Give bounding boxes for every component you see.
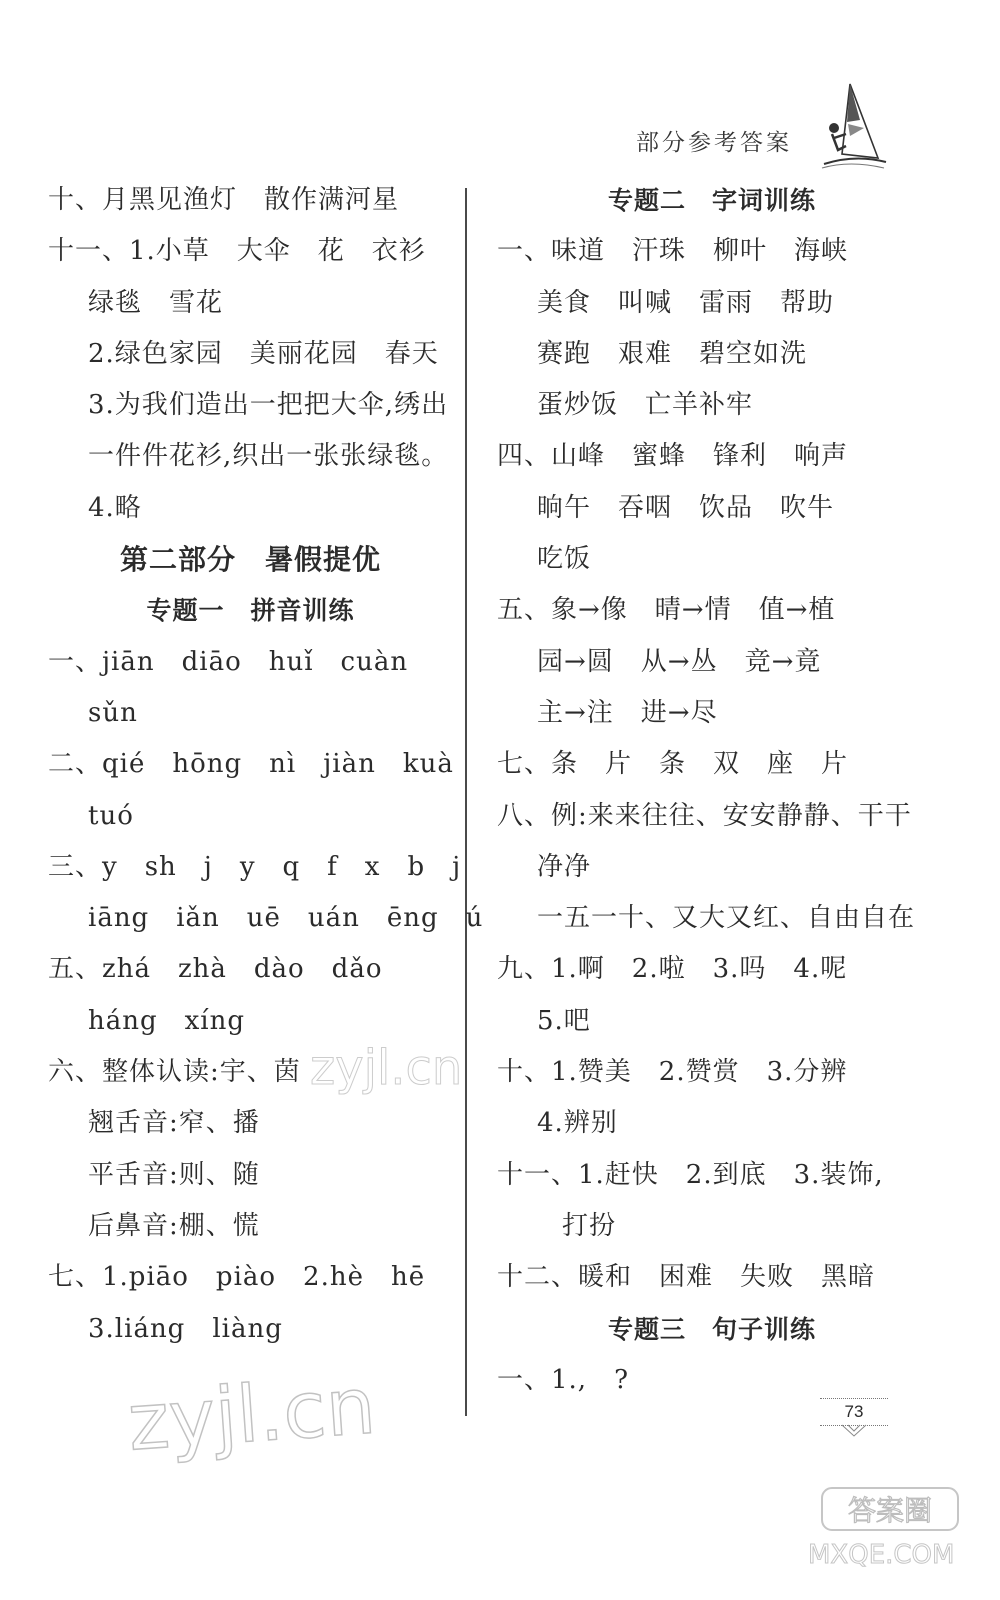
answer-line: 十一、1.赶快 2.到底 3.装饰,	[497, 1159, 884, 1190]
answer-line: 一件件花衫,织出一张张绿毯。	[88, 441, 449, 472]
answer-line: 十、月黑见渔灯 散作满河星	[48, 185, 400, 215]
section-heading: 专题三 句子训练	[607, 1314, 816, 1344]
watermark-logo-icon	[820, 1482, 960, 1534]
answer-line: 五、zhá zhà dào dǎo	[48, 954, 383, 985]
answer-line: 赛跑 艰难 碧空如洗	[537, 338, 808, 369]
answer-line: 主→注 进→尽	[537, 697, 718, 728]
answer-line: tuó	[88, 800, 134, 831]
answer-line: 一五一十、又大又红、自由自在	[537, 903, 916, 934]
answer-line: 3.为我们造出一把把大伞,绣出	[88, 390, 449, 421]
windsurfer-icon	[820, 80, 890, 170]
answer-line: 九、1.啊 2.啦 3.吗 4.呢	[497, 954, 848, 985]
section-heading: 第二部分 暑假提优	[119, 543, 381, 577]
answer-line: 平舌音:则、随	[88, 1159, 260, 1190]
answer-line: háng xíng	[88, 1005, 246, 1036]
answer-line: sǔn	[88, 697, 138, 728]
section-heading: 专题一 拼音训练	[146, 596, 355, 626]
answer-line: 4.辨别	[537, 1108, 618, 1139]
answer-line: 净净	[537, 851, 592, 882]
page-ornament-icon	[840, 1424, 868, 1438]
answer-line: 晌午 吞咽 饮品 吹牛	[537, 492, 835, 523]
answer-line: 后鼻音:棚、慌	[88, 1210, 260, 1241]
left-answer-column	[48, 175, 484, 1355]
answer-line: 4.略	[88, 492, 142, 523]
answer-line: 四、山峰 蜜蜂 锋利 响声	[497, 441, 849, 472]
answer-line: 十、1.赞美 2.赞赏 3.分辨	[497, 1057, 848, 1088]
answer-line: 打扮	[562, 1210, 617, 1241]
answer-line: 绿毯 雪花	[88, 287, 224, 318]
answer-line: 八、例:来来往往、安安静静、干干	[497, 800, 912, 831]
answer-line: 美食 叫喊 雷雨 帮助	[537, 287, 835, 318]
watermark-text-large: zyjl.cn	[125, 1361, 379, 1469]
right-answer-column	[497, 175, 927, 1406]
answer-line: 一、jiān diāo huǐ cuàn	[48, 646, 409, 677]
answer-line: 五、象→像 晴→情 值→植	[497, 595, 836, 626]
answer-line: 一、1., ?	[497, 1364, 630, 1395]
page-number: 73	[820, 1398, 888, 1426]
column-divider	[465, 188, 467, 1416]
answer-line: 园→圆 从→丛 竞→竟	[537, 646, 822, 677]
section-heading: 专题二 字词训练	[607, 186, 816, 215]
page-header-title: 部分参考答案	[636, 130, 792, 156]
watermark-logo-text: 答案圈	[847, 1494, 933, 1527]
answer-line: 十一、1.小草 大伞 花 衣衫	[48, 236, 426, 267]
answer-line: 十二、暖和 困难 失败 黑暗	[497, 1262, 876, 1293]
answer-line: 二、qié hōng nì jiàn kuà	[48, 749, 454, 780]
watermark-text: zyjl.cn	[310, 1040, 463, 1096]
answer-line: 蛋炒饭 亡羊补牢	[537, 390, 754, 421]
answer-line: 3.liáng liàng	[88, 1313, 283, 1344]
answer-line: iāng iǎn uē uán ēng ú	[88, 903, 484, 934]
answer-line: 一、味道 汗珠 柳叶 海峡	[497, 236, 849, 267]
answer-line: 5.吧	[537, 1005, 591, 1036]
answer-line: 七、条 片 条 双 座 片	[497, 749, 849, 780]
answer-line: 2.绿色家园 美丽花园 春天	[88, 338, 439, 369]
answer-line: 吃饭	[537, 544, 592, 575]
answer-line: 七、1.piāo piào 2.hè hē	[48, 1262, 426, 1293]
answer-line: 翘舌音:窄、播	[88, 1108, 260, 1139]
answer-line: 三、y sh j y q f x b j	[48, 851, 462, 882]
answer-line: 六、整体认读:宇、茵	[48, 1057, 301, 1088]
watermark-site: MXQE.COM	[808, 1540, 955, 1570]
